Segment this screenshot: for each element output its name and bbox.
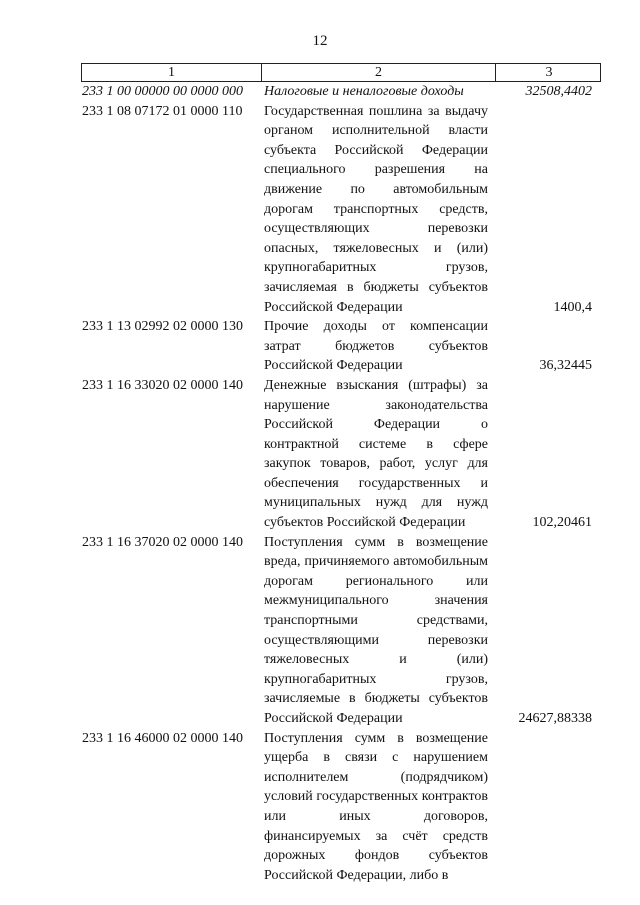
table-row: [81, 82, 601, 102]
table-row: [81, 317, 601, 376]
row-code: 233 1 16 33020 02 0000 140: [82, 377, 243, 393]
page-number: 12: [312, 33, 328, 49]
revenue-table: [81, 63, 601, 885]
row-code: 233 1 08 07172 01 0000 110: [82, 103, 243, 119]
table-row: [81, 102, 601, 318]
row-name: Денежные взыскания (штрафы) за нарушение законодательства Российской Федерации о контрактной системе в сфере закупок товаров, работ, услуг для обеспечения государственных и муниципальных нужд для нужд субъектов Российской Федерации: [264, 377, 488, 531]
row-name: Поступления сумм в возмещение вреда, причиняемого автомобильным дорогам регионального или межмуниципального значения транспортными средствами, осуществляющими перевозки тяжеловесных и (или) крупногабаритных грузов, зачисляемые в бюджеты субъектов Российской Федерации: [264, 534, 488, 726]
header-col-2: 2: [261, 64, 495, 81]
row-code: 233 1 00 00000 00 0000 000: [82, 84, 243, 99]
header-col-1: 1: [168, 65, 175, 80]
row-amount: 32508,4402: [525, 84, 592, 99]
row-name: Поступления сумм в возмещение ущерба в связи с нарушением исполнителем (подрядчиком) условий государственных контрактов или иных договоров, финансируемых за счёт средств дорожных фондов субъектов Российской Федерации, либо в: [264, 730, 488, 883]
row-amount: 1400,4: [553, 299, 592, 315]
row-amount: 102,20461: [532, 515, 592, 531]
header-col-3: 3: [495, 64, 602, 81]
table-row: [81, 729, 601, 886]
row-code: 233 1 13 02992 02 0000 130: [82, 319, 243, 335]
row-name: Налоговые и неналоговые доходы: [264, 84, 464, 99]
row-amount: 24627,88338: [518, 711, 592, 726]
table-row: [81, 533, 601, 729]
row-code: 233 1 16 46000 02 0000 140: [82, 730, 243, 746]
row-name: Государственная пошлина за выдачу органом исполнительной власти субъекта Российской Федерации специального разрешения на движение по автомобильным дорогам транспортных средств, осуществляющих перевозки опасных, тяжеловесных и (или) крупногабаритных грузов, зачисляемая в бюджеты субъектов Российской Федерации: [264, 103, 488, 315]
row-name: Прочие доходы от компенсации затрат бюджетов субъектов Российской Федерации: [264, 319, 488, 374]
row-code: 233 1 16 37020 02 0000 140: [82, 534, 243, 550]
table-header: [81, 63, 601, 82]
row-amount: 36,32445: [539, 358, 592, 374]
table-row: [81, 376, 601, 533]
row-amount: [488, 729, 594, 886]
